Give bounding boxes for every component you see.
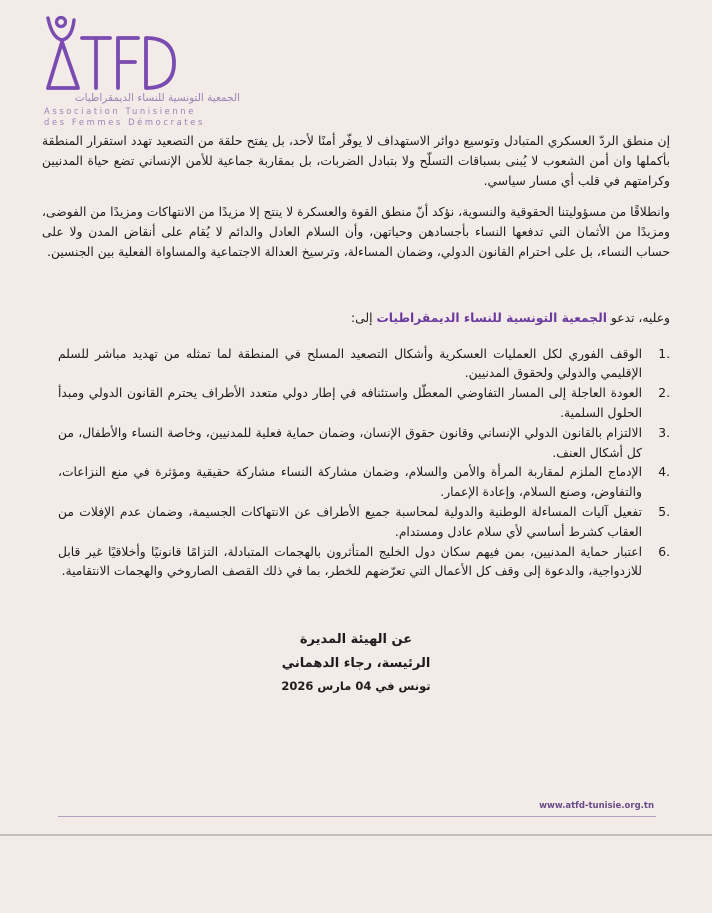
footer-divider (58, 816, 656, 817)
demand-number: 6. (658, 544, 670, 559)
logo-french-line1: Association Tunisienne (44, 106, 196, 116)
demand-text: اعتبار حماية المدنيين، بمن فيهم سكان دول الخليج المتأثرون بالهجمات المتبادلة، التزامًا قانونيًا وأخلاقيًا غير قابل للازدواجية، والدعوة إلى وقف كل الأعمال التي تعرّضهم للخطر، بما في ذلك القصف الصاروخي والهجمات الانتقامية. (58, 544, 642, 579)
signature-place-date: تونس في 04 مارس 2026 (281, 679, 431, 694)
demand-text: تفعيل آليات المساءلة الوطنية والدولية لمحاسبة جميع الأطراف عن الانتهاكات الجسيمة، وضمان عدم الإفلات من العقاب كشرط أساسي لأي سلام عادل ومستدام. (58, 504, 642, 539)
atfd-logo (40, 0, 250, 132)
signature-block (0, 628, 712, 696)
logo-arms-icon (48, 18, 74, 40)
demand-item (58, 543, 670, 583)
intro-before: وعليه، تدعو (606, 310, 670, 325)
demand-item (58, 463, 670, 503)
logo-arabic-name: الجمعية التونسية للنساء الديمقراطيات (74, 92, 240, 104)
demands-list (58, 345, 670, 583)
page-bottom-edge (0, 834, 712, 836)
demand-item (58, 345, 670, 385)
paragraph-2: وانطلاقًا من مسؤوليتنا الحقوقية والنسوية، نؤكد أنّ منطق القوة والعسكرة لا ينتج إلا مزيدًا من الانتهاكات ومزيدًا من الفوضى، ومزيدًا من الأثمان التي تدفعها النساء بأجسادهن وحياتهن، وأن السلام العادل والدائم لا يُقام على أنقاض المدن ولا على حساب النساء، بل على احترام القانون الدولي، وضمان المساءلة، وترسيخ العدالة الاجتماعية والمساواة الفعلية بين الجنسين. (42, 205, 670, 259)
demand-number: 5. (658, 504, 670, 519)
demand-number: 1. (658, 346, 670, 361)
paragraph-1: إن منطق الردّ العسكري المتبادل وتوسيع دوائر الاستهداف لا يوفّر أمنًا لأحد، بل يفتح حلقة من التصعيد تهدد استقرار المنطقة بأكملها وان أمن الشعوب لا يُبنى بسباقات التسلّح ولا بتبادل الضربات، بل بمقاربة جماعية للأمن الإنساني تضع حياة المدنيين وكرامتهم في قلب أي مسار سياسي. (42, 134, 670, 188)
signature-president: الرئيسة، رجاء الدهماني (281, 656, 431, 672)
page-footer (0, 796, 712, 836)
demand-item (58, 503, 670, 543)
logo-head-icon (57, 18, 66, 27)
intro-org-name: الجمعية التونسية للنساء الديمقراطيات (376, 310, 607, 325)
letter-body (42, 132, 670, 582)
demand-text: الوقف الفوري لكل العمليات العسكرية وأشكال التصعيد المسلح في المنطقة لما تمثله من تهديد مباشر للسلم الإقليمي والدولي ولحقوق المدنيين. (58, 346, 642, 381)
atfd-logo-mark (40, 8, 180, 94)
demand-number: 3. (658, 425, 670, 440)
demand-item (58, 424, 670, 464)
demand-item (58, 384, 670, 424)
signature-board: عن الهيئة المديرة (299, 632, 413, 648)
demands-intro (42, 309, 670, 329)
demand-text: الالتزام بالقانون الدولي الإنساني وقانون حقوق الإنسان، وضمان حماية فعلية للمدنيين، وخاصة النساء والأطفال، من كل أشكال العنف. (58, 425, 642, 460)
logo-f-letter (118, 38, 138, 88)
logo-t-letter (82, 38, 110, 88)
intro-after: إلى: (350, 310, 377, 325)
demand-text: الإدماج الملزم لمقاربة المرأة والأمن والسلام، وضمان مشاركة النساء مشاركة حقيقية ومؤثرة في منع النزاعات، والتفاوض، وصنع السلام، وإعادة الإعمار. (58, 465, 642, 500)
demand-number: 2. (658, 386, 670, 401)
logo-d-letter (146, 38, 174, 88)
logo-a-letter (48, 42, 78, 88)
logo-french-line2: des Femmes Démocrates (44, 117, 205, 127)
footer-website-link[interactable]: www.atfd-tunisie.org.tn (539, 801, 654, 812)
demand-text: العودة العاجلة إلى المسار التفاوضي المعطّل واستئنافه في إطار دولي متعدد الأطراف يحترم القانون الدولي ومبدأ الحلول السلمية. (58, 386, 642, 420)
demand-number: 4. (658, 465, 670, 480)
